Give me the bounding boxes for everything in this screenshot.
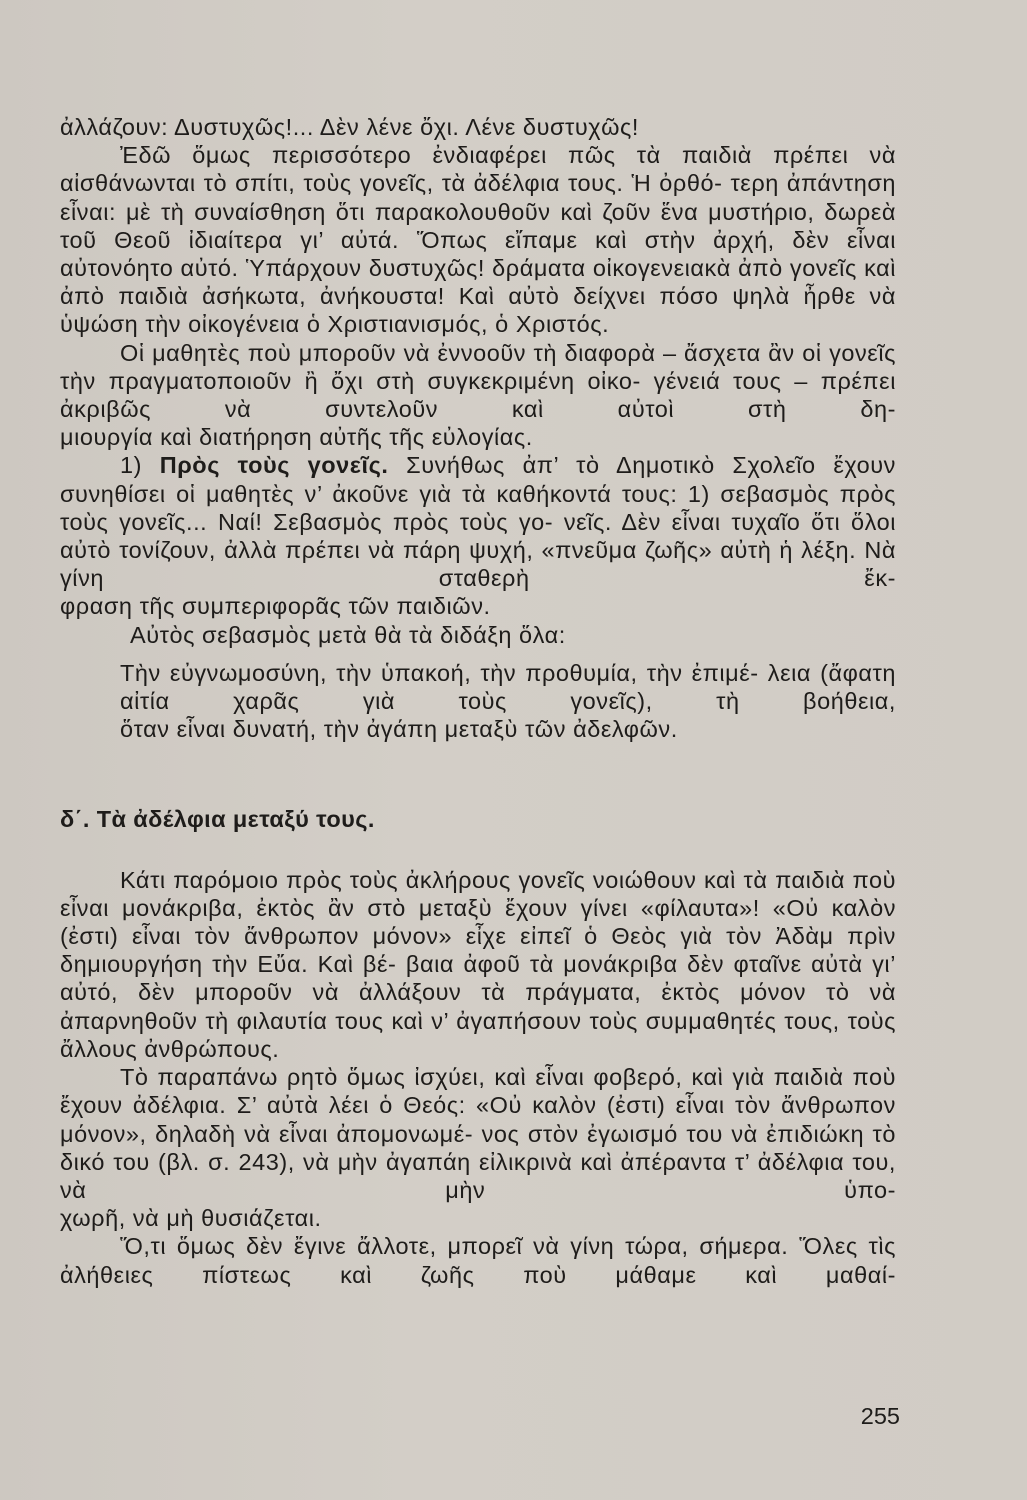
paragraph-8 bbox=[60, 866, 896, 1035]
line: Αὐτὸς σεβασμὸς μετὰ θὰ τὰ διδάξη ὅλα: bbox=[130, 621, 566, 648]
section-label: Πρὸς τοὺς γονεῖς. bbox=[159, 452, 389, 479]
paragraph-10 bbox=[60, 1232, 896, 1288]
paragraph-1 bbox=[60, 113, 896, 141]
line: ἂν οἱ γονεῖς τὴν πραγματοποιοῦν ἢ ὄχι στὴ συγκεκριμένη οἰκο- bbox=[60, 339, 896, 394]
line: λεια (ἄφατη αἰτία χαρᾶς γιὰ τοὺς γονεῖς), τὴ βοήθεια, bbox=[120, 659, 896, 715]
line: γένειά τους – πρέπει ἀκριβῶς νὰ συντελοῦν καὶ αὐτοὶ στὴ δη- bbox=[60, 367, 896, 423]
line: Τὴν εὐγνωμοσύνη, τὴν ὑπακοή, τὴν προθυμία, τὴν ἐπιμέ- bbox=[120, 659, 759, 686]
virtues-list bbox=[60, 659, 896, 715]
virtues-list-end bbox=[60, 715, 896, 743]
line: Κάτι παρόμοιο πρὸς τοὺς ἀκλήρους γονεῖς νοιώθουν καὶ τὰ bbox=[120, 866, 768, 893]
line: (ἐστι) εἶναι τὸν ἄνθρωπον μόνον», δηλαδὴ νὰ εἶναι ἀπομονωμέ- bbox=[60, 1092, 896, 1147]
line: ὑψώση τὴν οἰκογένεια ὁ Χριστιανισμός, ὁ Χριστός. bbox=[60, 311, 610, 338]
line: χωρῆ, νὰ μὴ θυσιάζεται. bbox=[60, 1205, 322, 1232]
line: Ὅ,τι ὅμως δὲν ἔγινε ἄλλοτε, μπορεῖ νὰ γίνη τώρα, σήμερα. bbox=[120, 1233, 789, 1260]
line: αἰσθάνωνται τὸ σπίτι, τοὺς γονεῖς, τὰ ἀδέλφια τους. Ἡ ὀρθό- bbox=[60, 170, 723, 197]
paragraph-9 bbox=[60, 1063, 896, 1204]
line: εἰπεῖ ὁ Θεὸς γιὰ τὸν Ἀδὰμ πρὶν δημιουργήση τὴν Εὔα. Καὶ βέ- bbox=[60, 923, 896, 978]
line: εἴπαμε καὶ στὴν ἀρχή, δὲν εἶναι αὐτονόητο αὐτό. Ὑπάρχουν bbox=[60, 226, 896, 282]
line: φιλαυτία τους καὶ ν’ ἀγαπήσουν τοὺς συμμαθητές τους, τοὺς bbox=[236, 1007, 896, 1034]
line: Ὅλες τὶς ἀλήθειες πίστεως καὶ ζωῆς ποὺ μάθαμε καὶ μαθαί- bbox=[60, 1233, 896, 1288]
line: ἄλλους ἀνθρώπους. bbox=[60, 1035, 280, 1062]
paragraph-2-end bbox=[60, 310, 896, 338]
line: Οἱ μαθητὲς ποὺ μποροῦν νὰ ἐννοοῦν τὴ διαφορὰ – ἄσχετα bbox=[120, 339, 761, 366]
body-text bbox=[60, 113, 896, 1289]
line: δυστυχῶς! δράματα οἰκογενειακὰ ἀπὸ γονεῖς καὶ ἀπὸ παιδιὰ bbox=[60, 255, 896, 310]
line: ἔχουν συνηθίσει οἱ μαθητὲς ν’ ἀκοῦνε γιὰ τὰ καθήκοντά τους: bbox=[60, 452, 896, 507]
line: φραση τῆς συμπεριφορᾶς τῶν παιδιῶν. bbox=[60, 593, 491, 620]
line: «φίλαυτα»! «Οὐ καλὸν (ἐστι) εἶναι τὸν ἄνθρωπον μόνον» εἶχε bbox=[60, 894, 896, 950]
paragraph-4 bbox=[60, 451, 896, 592]
line: ἀσήκωτα, ἀνήκουστα! Καὶ αὐτὸ δείχνει πόσο ψηλὰ ἦρθε νὰ bbox=[202, 283, 896, 310]
line: 1) σεβασμὸς πρὸς τοὺς γονεῖς... Ναί! Σεβασμὸς πρὸς τοὺς γο- bbox=[60, 480, 896, 535]
page-number: 255 bbox=[860, 1403, 900, 1429]
line: Ἐδῶ ὅμως περισσότερο ἐνδιαφέρει πῶς τὰ παιδιὰ πρέπει νὰ bbox=[120, 142, 896, 169]
line: βαια ἀφοῦ τὰ μονάκριβα δὲν φταῖνε αὐτὰ γι’ αὐτό, δὲν μποροῦν bbox=[60, 951, 896, 1006]
line: παιδιὰ ποὺ εἶναι μονάκριβα, ἐκτὸς ἂν στὸ μεταξὺ ἔχουν γίνει bbox=[60, 866, 896, 921]
line: Τὸ παραπάνω ρητὸ ὅμως ἰσχύει, καὶ εἶναι φοβερό, καὶ γιὰ bbox=[120, 1064, 765, 1091]
paragraph-2 bbox=[60, 141, 896, 310]
line: παιδιὰ ποὺ ἔχουν ἀδέλφια. Σ’ αὐτὰ λέει ὁ Θεός: «Οὐ καλὸν bbox=[60, 1064, 896, 1119]
paragraph-5 bbox=[60, 621, 896, 649]
section-heading: δ΄. Τὰ ἀδέλφια μεταξύ τους. bbox=[60, 806, 375, 833]
paragraph-9-end bbox=[60, 1204, 896, 1232]
paragraph-3 bbox=[60, 339, 896, 424]
line: μιουργία καὶ διατήρηση αὐτῆς τῆς εὐλογίας. bbox=[60, 424, 533, 451]
line: νεῖς. Δὲν εἶναι τυχαῖο ὅτι ὅλοι αὐτὸ τονίζουν, ἀλλὰ πρέπει νὰ bbox=[60, 508, 896, 564]
paragraph-4-end bbox=[60, 592, 896, 620]
line: νὰ ἀλλάξουν τὰ πράγματα, ἐκτὸς μόνον τὸ νὰ ἀπαρνηθοῦν τὴ bbox=[60, 979, 896, 1034]
line: πάρη ψυχή, «πνεῦμα ζωῆς» αὐτὴ ἡ λέξη. Νὰ γίνη σταθερὴ ἔκ- bbox=[60, 537, 896, 592]
line: ὅταν εἶναι δυνατή, τὴν ἀγάπη μεταξὺ τῶν ἀδελφῶν. bbox=[120, 716, 678, 743]
line: ἀλλάζουν: Δυστυχῶς!... Δὲν λένε ὄχι. Λένε δυστυχῶς! bbox=[60, 114, 639, 140]
line: τερη ἀπάντηση εἶναι: μὲ τὴ συναίσθηση ὅτι παρακολουθοῦν καὶ bbox=[60, 170, 896, 225]
line: νος στὸν ἐγωισμό του νὰ ἐπιδιώκη τὸ δικό του (βλ. σ. 243), νὰ bbox=[60, 1120, 896, 1175]
paragraph-3-end bbox=[60, 423, 896, 451]
line: Συνήθως ἀπ’ τὸ Δημοτικὸ Σχολεῖο bbox=[406, 452, 816, 479]
line: ζοῦν ἕνα μυστήριο, δωρεὰ τοῦ Θεοῦ ἰδιαίτερα γι’ αὐτά. Ὅπως bbox=[60, 198, 896, 253]
list-number: 1) bbox=[120, 452, 142, 479]
paragraph-8-end bbox=[60, 1035, 896, 1063]
line: μὴν ἀγαπάη εἰλικρινὰ καὶ ἀπέραντα τ’ ἀδέλφια του, νὰ μὴν ὑπο- bbox=[60, 1148, 896, 1203]
